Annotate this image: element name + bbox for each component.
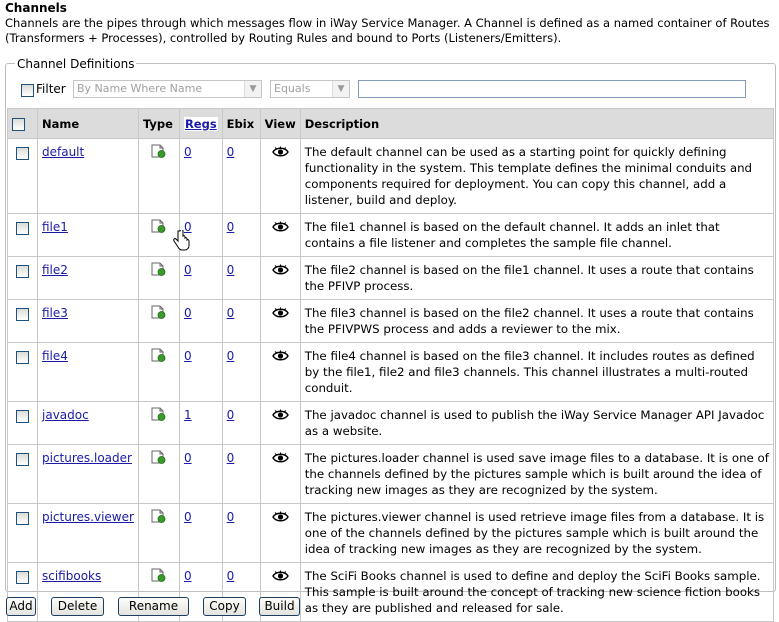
row-checkbox[interactable] [16, 351, 29, 364]
eye-icon[interactable] [272, 308, 289, 322]
table-row [8, 402, 774, 445]
regs-column-header[interactable] [179, 109, 222, 139]
row-select-cell [8, 257, 38, 300]
table-row [8, 445, 774, 504]
description-cell: The file3 channel is based on the file2 channel. It uses a route that contains the PFIVPWS process and adds a reviewer to the mix. [300, 300, 773, 343]
regs-cell [179, 300, 222, 343]
regs-cell [179, 504, 222, 563]
channel-name-link[interactable]: pictures.viewer [42, 510, 134, 524]
channels-table [7, 108, 774, 622]
ebix-link[interactable]: 0 [226, 451, 235, 465]
description-cell: The SciFi Books channel is used to define and deploy the SciFi Books sample. This sample is built around the concept of tracking new science fiction books as they are published and released for sale. [300, 563, 773, 622]
eye-icon[interactable] [272, 351, 289, 365]
name-column-header[interactable]: Name [38, 109, 139, 139]
page-title: Channels [5, 1, 67, 15]
table-row [8, 214, 774, 257]
eye-icon[interactable] [272, 571, 289, 585]
channel-name-link[interactable]: javadoc [42, 408, 89, 422]
channel-definitions-legend: Channel Definitions [17, 57, 135, 71]
type-cell [138, 139, 179, 214]
ebix-link[interactable]: 0 [226, 263, 235, 277]
ebix-cell [222, 214, 260, 257]
filter-operator-select[interactable] [270, 80, 350, 98]
regs-link[interactable]: 0 [183, 510, 192, 524]
eye-icon[interactable] [272, 512, 289, 526]
row-select-cell [8, 343, 38, 402]
chevron-down-icon[interactable]: ▼ [244, 81, 261, 97]
channel-name-link[interactable]: scifibooks [42, 569, 102, 583]
regs-link[interactable]: 0 [183, 263, 192, 277]
description-cell: The file2 channel is based on the file1 channel. It uses a route that contains the PFIVP process. [300, 257, 773, 300]
view-cell [260, 214, 300, 257]
description-column-header: Description [300, 109, 773, 139]
ebix-link[interactable]: 0 [226, 569, 235, 583]
filter-value-input[interactable] [358, 80, 746, 98]
row-checkbox[interactable] [16, 571, 29, 584]
regs-cell [179, 445, 222, 504]
description-cell: The pictures.viewer channel is used retrieve image files from a database. It is one of the channels defined by the pictures sample which is built around the idea of tracking new images as they are recognized by the system. [300, 504, 773, 563]
channel-type-icon[interactable] [151, 147, 166, 161]
ebix-link[interactable]: 0 [226, 408, 235, 422]
description-cell: The default channel can be used as a starting point for quickly defining functionality in the system. This template defines the minimal conduits and components required for deployment. You can copy this channel, add a listener, build and deploy. [300, 139, 773, 214]
name-cell [38, 214, 139, 257]
description-cell: The file4 channel is based on the file3 channel. It includes routes as defined by the file1, file2 and file3 channels. This channel illustrates a multi-routed conduit. [300, 343, 773, 402]
type-cell [138, 300, 179, 343]
eye-icon[interactable] [272, 222, 289, 236]
row-checkbox[interactable] [16, 512, 29, 525]
regs-cell [179, 402, 222, 445]
view-cell [260, 139, 300, 214]
row-select-cell [8, 214, 38, 257]
regs-link[interactable]: 0 [183, 306, 192, 320]
name-cell [38, 139, 139, 214]
row-checkbox[interactable] [16, 147, 29, 160]
channel-name-link[interactable]: pictures.loader [42, 451, 132, 465]
regs-link[interactable]: 0 [183, 569, 192, 583]
ebix-cell [222, 257, 260, 300]
view-cell [260, 504, 300, 563]
ebix-link[interactable]: 0 [226, 145, 235, 159]
channel-type-icon[interactable] [151, 265, 166, 279]
ebix-cell [222, 504, 260, 563]
regs-link[interactable]: 0 [183, 220, 192, 234]
table-row [8, 300, 774, 343]
table-row [8, 504, 774, 563]
name-cell [38, 504, 139, 563]
eye-icon[interactable] [272, 265, 289, 279]
page-intro: Channels are the pipes through which messages flow in iWay Service Manager. A Channel is defined as a named container of Routes (Transformers + Processes), controlled by Routing Rules and bound to Ports (Listeners/Emitters). [5, 16, 770, 45]
ebix-cell [222, 402, 260, 445]
channel-type-icon[interactable] [151, 571, 166, 585]
channel-name-link[interactable]: default [42, 145, 85, 159]
type-cell [138, 402, 179, 445]
regs-link[interactable]: 1 [183, 408, 192, 422]
filter-label: Filter [36, 82, 66, 96]
description-cell: The file1 channel is based on the default channel. It adds an inlet that contains a file listener and completes the sample file channel. [300, 214, 773, 257]
delete-button[interactable]: Delete [51, 597, 104, 616]
type-column-header[interactable]: Type [138, 109, 179, 139]
ebix-link[interactable]: 0 [226, 349, 235, 363]
ebix-cell [222, 139, 260, 214]
filter-operator-value: Equals [274, 82, 311, 95]
channel-name-link[interactable]: file3 [42, 306, 68, 320]
row-select-cell [8, 445, 38, 504]
eye-icon[interactable] [272, 147, 289, 161]
channel-type-icon[interactable] [151, 308, 166, 322]
row-checkbox[interactable] [16, 410, 29, 423]
row-checkbox[interactable] [16, 222, 29, 235]
row-checkbox[interactable] [16, 453, 29, 466]
ebix-cell [222, 300, 260, 343]
row-select-cell [8, 300, 38, 343]
view-column-header: View [260, 109, 300, 139]
channel-name-link[interactable]: file4 [42, 349, 68, 363]
regs-link[interactable]: 0 [183, 349, 192, 363]
view-cell [260, 445, 300, 504]
filter-field-value: By Name Where Name [77, 82, 203, 95]
channel-type-icon[interactable] [151, 512, 166, 526]
table-row [8, 343, 774, 402]
channel-type-icon[interactable] [151, 453, 166, 467]
channel-type-icon[interactable] [151, 222, 166, 236]
regs-cell [179, 139, 222, 214]
select-all-header [8, 109, 38, 139]
ebix-link[interactable]: 0 [226, 306, 235, 320]
hand-cursor-icon [172, 230, 190, 251]
description-cell: The pictures.loader channel is used save image files to a database. It is one of the channels defined by the pictures sample which is built around the idea of tracking new images as they are recognized by the system. [300, 445, 773, 504]
add-button[interactable]: Add [6, 597, 36, 616]
name-cell [38, 343, 139, 402]
eye-icon[interactable] [272, 453, 289, 467]
type-cell [138, 504, 179, 563]
filter-field-select[interactable] [73, 80, 262, 98]
name-cell [38, 257, 139, 300]
filter-checkbox[interactable] [21, 84, 34, 97]
ebix-link[interactable]: 0 [226, 220, 235, 234]
ebix-column-header[interactable]: Ebix [222, 109, 260, 139]
type-cell [138, 445, 179, 504]
channel-name-link[interactable]: file2 [42, 263, 68, 277]
table-row [8, 257, 774, 300]
view-cell [260, 300, 300, 343]
regs-link[interactable]: 0 [183, 145, 192, 159]
ebix-cell [222, 343, 260, 402]
view-cell [260, 402, 300, 445]
type-cell [138, 343, 179, 402]
name-cell [38, 300, 139, 343]
channel-type-icon[interactable] [151, 410, 166, 424]
table-header-row [8, 109, 774, 139]
regs-link[interactable]: 0 [183, 451, 192, 465]
row-select-cell [8, 139, 38, 214]
row-select-cell [8, 402, 38, 445]
regs-cell [179, 257, 222, 300]
row-checkbox[interactable] [16, 308, 29, 321]
build-button[interactable]: Build [259, 597, 300, 616]
view-cell [260, 343, 300, 402]
chevron-down-icon[interactable]: ▼ [332, 81, 349, 97]
regs-cell [179, 343, 222, 402]
name-cell [38, 445, 139, 504]
regs-sort-link[interactable]: Regs [184, 116, 217, 131]
name-cell [38, 402, 139, 445]
ebix-cell [222, 445, 260, 504]
type-cell [138, 257, 179, 300]
copy-button[interactable]: Copy [203, 597, 246, 616]
eye-icon[interactable] [272, 410, 289, 424]
channel-type-icon[interactable] [151, 351, 166, 365]
row-select-cell [8, 504, 38, 563]
description-cell: The javadoc channel is used to publish the iWay Service Manager API Javadoc as a website. [300, 402, 773, 445]
row-checkbox[interactable] [16, 265, 29, 278]
channel-name-link[interactable]: file1 [42, 220, 68, 234]
rename-button[interactable]: Rename [118, 597, 189, 616]
table-row [8, 139, 774, 214]
ebix-link[interactable]: 0 [226, 510, 235, 524]
select-all-checkbox[interactable] [12, 118, 25, 131]
view-cell [260, 257, 300, 300]
